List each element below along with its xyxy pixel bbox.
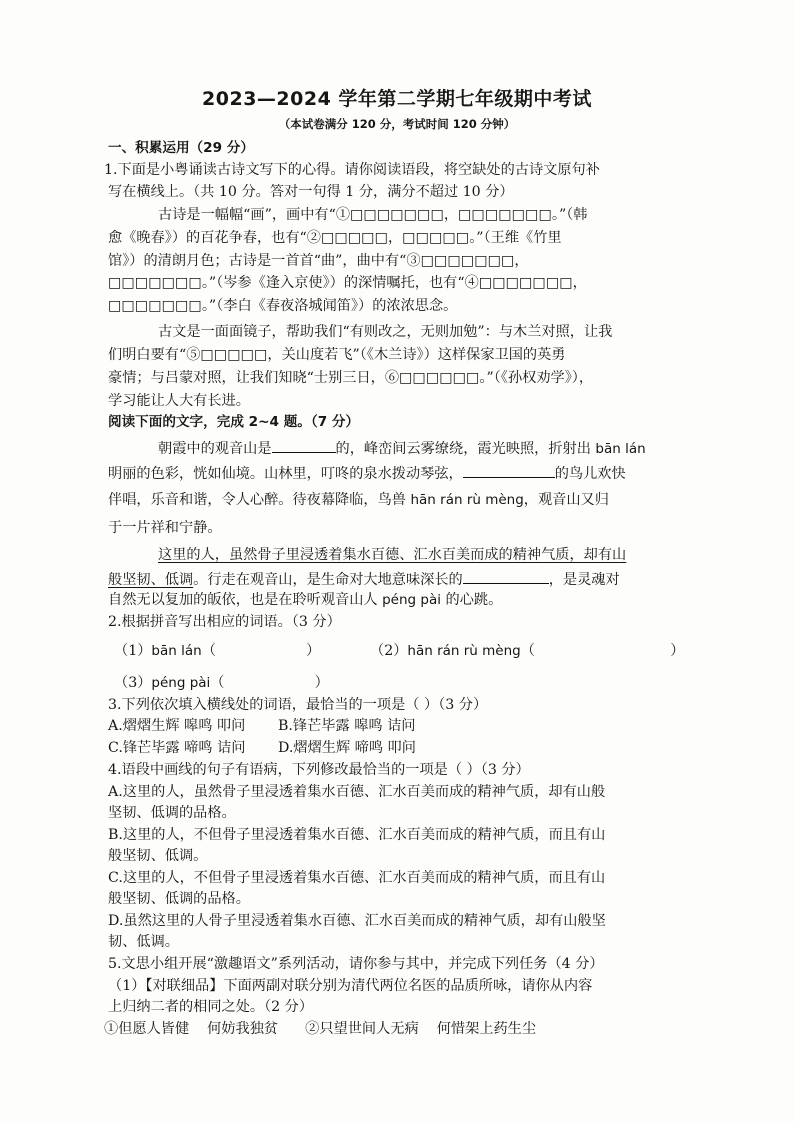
exam-title: 2023—2024 学年第二学期七年级期中考试: [202, 88, 592, 110]
passage-text: 的心跳。: [445, 592, 503, 608]
q4-option-d-cont: 韧、低调。: [108, 934, 179, 950]
q1-line-8: 古文是一面面镜子，帮助我们“有则改之，无则加勉”：与木兰对照，让我: [158, 324, 613, 340]
passage-line-1: [108, 436, 694, 459]
q2-item-2[interactable]: （2）hān rán rù mèng（ ）: [370, 643, 685, 659]
pinyin-text: hān rán rù mèng: [410, 492, 524, 508]
q4-option-a[interactable]: A.这里的人，虽然骨子里浸透着集水百德、汇水百美而成的精神气质，却有山般: [108, 784, 606, 800]
q2-item-3[interactable]: （3）péng pài（ ）: [114, 675, 329, 691]
passage-line-5: [108, 545, 694, 565]
fill-blank-3[interactable]: [463, 567, 549, 584]
passage-text: 。行走在观音山，是生命对大地意味深长的: [193, 572, 463, 588]
q3-options-row-1: [108, 716, 694, 736]
q1-line-9: 们明白要有“⑤□□□□□，关山度若飞”（《木兰诗》）这样保家卫国的英勇: [108, 347, 566, 363]
q1-line-1: 1.下面是小粤诵读古诗文写下的心得。请你阅读语段，将空缺处的古诗文原句补: [104, 162, 600, 178]
q5-task-1-cont: 上归纳二者的相同之处。（2 分）: [108, 999, 314, 1015]
passage-line-6: [108, 567, 694, 590]
section-heading: 一、积累运用（29 分）: [108, 140, 254, 156]
passage-text: 伴唱，乐音和谐，令人心醉。待夜幕降临，鸟兽: [108, 492, 406, 508]
q3-option-a[interactable]: A.熠熠生辉 嗥鸣 叩问: [108, 718, 246, 734]
q5-stem: 5.文思小组开展“激趣语文”系列活动，请你参与其中，并完成下列任务（4 分）: [108, 956, 604, 972]
pinyin-text: bān lán: [595, 441, 646, 457]
q5-task-1: （1）【对联细品】下面两副对联分别为清代两位名医的品质所咏，请你从内容: [108, 978, 593, 994]
exam-subtitle: （本试卷满分 120 分，考试时间 120 分钟）: [278, 117, 516, 131]
q4-option-d[interactable]: D.虽然这里的人骨子里浸透着集水百德、汇水百美而成的精神气质，却有山般坚: [108, 913, 606, 929]
q1-line-11: 学习能让人大有长进。: [108, 393, 250, 409]
q1-line-5: 馆》）的清朗月色；古诗是一首首“曲”，曲中有“③□□□□□□□，: [108, 253, 529, 269]
q4-option-b-cont: 般坚韧、低调。: [108, 848, 208, 864]
q4-stem: 4.语段中画线的句子有语病，下列修改最恰当的一项是（ ）（3 分）: [108, 762, 530, 778]
q3-options-row-2: [108, 738, 694, 758]
passage-text: ，观音山又归: [523, 492, 609, 508]
q2-stem: 2.根据拼音写出相应的词语。（3 分）: [108, 614, 341, 630]
q1-line-3: 古诗是一幅幅“画”，画中有“①□□□□□□□，□□□□□□□。”（韩: [158, 207, 588, 223]
q5-couplets: ①但愿人皆健 何妨我独贫 ②只望世间人无病 何惜架上药生尘: [104, 1021, 537, 1037]
passage-line-4: 于一片祥和宁静。: [108, 520, 222, 536]
q1-line-2: 写在横线上。（共 10 分。答对一句得 1 分，满分不超过 10 分）: [108, 184, 514, 200]
fill-blank-2[interactable]: [463, 461, 555, 478]
passage-line-7: [108, 590, 694, 610]
q3-stem: 3.下列依次填入横线处的词语，最恰当的一项是（ ）（3 分）: [108, 697, 488, 713]
underlined-sentence: 般坚韧、低调: [108, 572, 194, 588]
q3-option-d[interactable]: D.熠熠生辉 啼鸣 叩问: [278, 740, 416, 756]
passage-text: 的鸟儿欢快: [554, 466, 626, 482]
q1-line-10: 豪情；与吕蒙对照，让我们知晓“士别三日，⑥□□□□□□。”（《孙权劝学》），: [108, 370, 594, 386]
q1-line-4: 愈《晚春》）的百花争春，也有“②□□□□□，□□□□□。”（王维《竹里: [108, 230, 562, 246]
q1-line-7: □□□□□□□。”（李白《春夜洛城闻笛》）的浓浓思念。: [108, 298, 458, 314]
q3-option-c[interactable]: C.锋芒毕露 啼鸣 诘问: [108, 740, 246, 756]
passage-line-2: [108, 461, 694, 484]
pinyin-text: péng pài: [382, 592, 441, 608]
q4-option-c-cont: 般坚韧、低调的品格。: [108, 891, 250, 907]
q1-line-6: □□□□□□□。”（岑参《逢入京使》）的深情嘱托，也有“④□□□□□□□，: [108, 275, 587, 291]
passage-text: 自然无以复加的皈依，也是在聆听观音山人: [108, 592, 378, 608]
passage-text: 朝霞中的观音山是: [158, 441, 272, 457]
q3-option-b[interactable]: B.锋芒毕露 嗥鸣 诘问: [278, 718, 416, 734]
fill-blank-1[interactable]: [272, 436, 336, 453]
q4-option-b[interactable]: B.这里的人，不但骨子里浸透着集水百德、汇水百美而成的精神气质，而且有山: [108, 827, 606, 843]
reading-intro: 阅读下面的文字，完成 2~4 题。（7 分）: [108, 414, 360, 430]
q4-option-c[interactable]: C.这里的人，不但骨子里浸透着集水百德、汇水百美而成的精神气质，而且有山: [108, 870, 606, 886]
q2-item-1[interactable]: （1）bān lán（ ）: [114, 643, 321, 659]
q4-option-a-cont: 坚韧、低调的品格。: [108, 805, 236, 821]
q2-answers-row-2: [108, 672, 694, 694]
underlined-sentence: 这里的人，虽然骨子里浸透着集水百德、汇水百美而成的精神气质，却有山: [158, 547, 627, 563]
passage-line-3: [108, 490, 694, 510]
passage-text: ，是灵魂对: [548, 572, 620, 588]
passage-text: 明丽的色彩，恍如仙境。山林里，叮咚的泉水拨动琴弦，: [108, 466, 463, 482]
q2-answers-row-1: [108, 640, 694, 662]
passage-text: 的，峰峦间云雾缭绕，霞光映照，折射出: [335, 441, 591, 457]
